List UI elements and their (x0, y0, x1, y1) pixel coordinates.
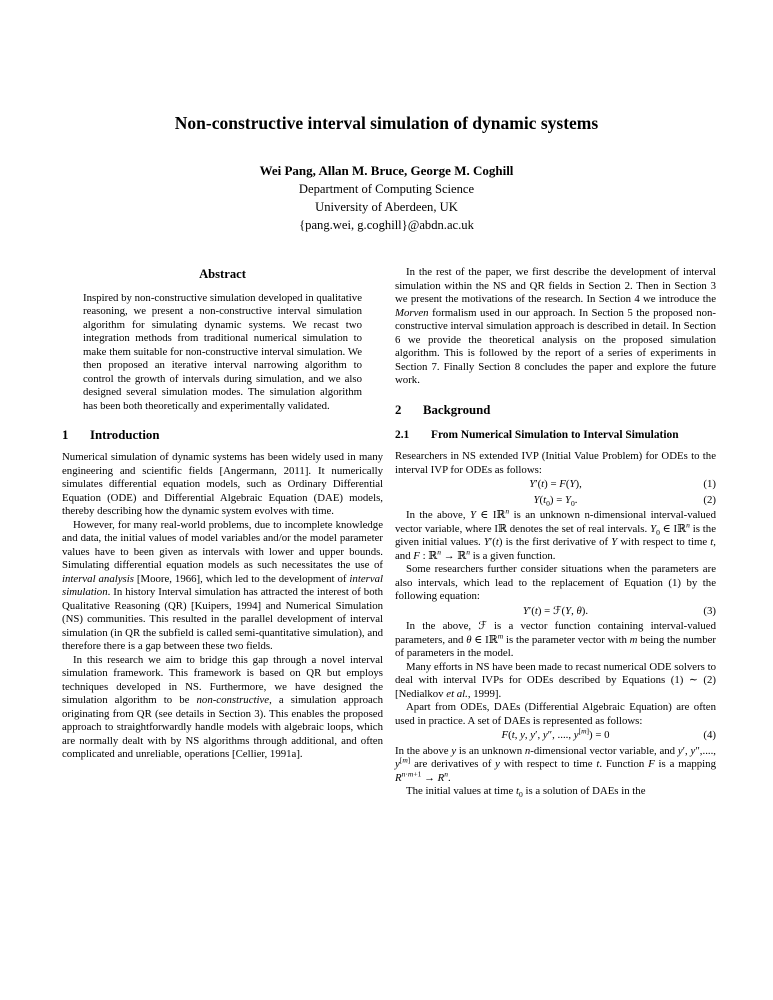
section-number: 1 (62, 428, 69, 442)
section-heading-background (395, 403, 716, 418)
equation-3 (395, 605, 716, 619)
equation-number: (1) (703, 478, 716, 491)
section-number: 2 (395, 402, 402, 417)
background-paragraph-4: In the above, ℱ is a vector function containing interval-valued parameters, and θ ∈ Iℝ$^m$ is the parameter vector with m being the number of parameters in the model. (395, 620, 716, 660)
roadmap-paragraph: In the rest of the paper, we first describe the development of interval simulation within the NS and QR fields in Section 2. Then in Section 3 we present the motivations of the research. In Section 4 we introduce the Morven formalism used in our approach. In Section 5 the proposed non-constructive interval simulation approach is described in detail. In Section 6 we provide the theoretical analysis on the proposed simulation algorithm. This is followed by the report of a series of experiments in Section 7. Finally Section 8 concludes the paper and explore the future work. (395, 266, 716, 386)
right-column (395, 266, 716, 799)
background-paragraph-3: Some researchers further consider situations when the parameters are also intervals, which lead to the replacement of Equation (1) by the following equation: (395, 563, 716, 603)
background-paragraph-7: In the above y is an unknown n-dimensional vector variable, and y′, y″,...., y[m] are derivatives of y with respect to time t. Function F is a mapping $R^{n\cdot m+1} \to R^n$. (395, 744, 717, 784)
subsection-number: 2.1 (395, 428, 410, 441)
background-paragraph-1: Researchers in NS extended IVP (Initial Value Problem) for ODEs to the interval IVP for ODEs as follows: (395, 450, 716, 476)
background-paragraph-8: The initial values at time $t_0$ is a solution of DAEs in the (406, 785, 646, 800)
section-heading-introduction (62, 428, 383, 443)
equation-2 (395, 494, 716, 508)
equation-body: F(t, y, y′, y″, ...., y[m]) = 0 (501, 726, 610, 742)
equation-number: (3) (703, 604, 716, 617)
background-paragraph-2: In the above, Y ∈ Iℝ$^n$ is an unknown n-dimensional interval-valued vector variable, where Iℝ denotes the set of real intervals. $Y_0$ ∈ Iℝ$^n$ is the given initial values. Y′(t) is the first derivative of Y with respect to time t, and F : ℝ$^n$ → ℝ$^n$ is a given function. (395, 506, 717, 562)
background-paragraph-6: Apart from ODEs, DAEs (Differential Algebraic Equation) are often used in practice. A set of DAEs is represented as follows: (395, 701, 716, 727)
equation-body: $Y(t_0) = Y_0$. (533, 493, 578, 508)
equation-4 (395, 726, 716, 743)
affiliation-university: University of Aberdeen, UK (315, 200, 458, 214)
section-title: Background (423, 402, 491, 417)
subsection-title: From Numerical Simulation to Interval Simulation (431, 428, 679, 441)
abstract-heading: Abstract (199, 267, 246, 281)
affiliation-department: Department of Computing Science (298, 182, 475, 196)
background-paragraph-5: Many efforts in NS have been made to recast numerical ODE solvers to deal with interval IVPs for ODEs described by Equations (1) ∼ (2) [Nedialkov et al., 1999]. (395, 660, 716, 700)
intro-paragraph-3: In this research we aim to bridge this gap through a novel interval simulation framework. This framework is based on QR but employs techniques developed in NS. Furthermore, we have designed the simulation algorithm to be non-constructive, a simulation approach originating from QR (see details in Section 3). This enables the proposed approach to straightforwardly handle models with algebraic loops, which are normally dealt with by NS algorithms through additional, and often complicated and unreliable, operations [Cellier, 1991a]. (62, 653, 383, 760)
equation-body: Y′(t) = F(Y), (529, 478, 582, 491)
abstract-text: Inspired by non-constructive simulation developed in qualitative reasoning, we present a non-constructive interval simulation algorithm for simulating dynamic systems. We recast two integration methods from traditional numerical simulation to make them suitable for non-constructive interval simulation. We then proposed an iterative interval narrowing algorithm to control the growth of intervals during simulation, and we also designed several simulation modes. The simulation algorithm has been both theoretically and experimentally validated. (83, 291, 362, 412)
paper-authors: Wei Pang, Allan M. Bruce, George M. Coghill (259, 163, 514, 178)
equation-number: (2) (703, 493, 716, 506)
equation-body: Y′(t) = ℱ(Y, θ). (522, 604, 589, 617)
section-title: Introduction (90, 428, 160, 442)
author-email: {pang.wei, g.coghill}@abdn.ac.uk (299, 218, 474, 232)
equation-1 (395, 478, 716, 492)
equation-number: (4) (703, 729, 716, 742)
intro-paragraph-2: However, for many real-world problems, due to incomplete knowledge and data, the initial values of model variables and/or the model parameter values have to been given as intervals with lower and upper bounds. Simulating differential equation models as such necessitates the use of interval analysis [Moore, 1966], which led to the development of interval simulation. In history Interval simulation has attracted the interest of both Qualitative Reasoning (QR) [Kuipers, 1994] and Numerical Simulation (NS) communities. This resulted in the parallel development of interval simulation (in QR the subfield is called semi-quantitative simulation), and therefore there is a gap between these two fields. (62, 518, 384, 652)
left-column (62, 266, 383, 799)
subsection-heading-ns-to-interval (395, 429, 716, 443)
paper-title: Non-constructive interval simulation of dynamic systems (174, 113, 599, 133)
paper-body (62, 266, 716, 799)
intro-paragraph-1: Numerical simulation of dynamic systems has been widely used in many engineering and scientific fields [Angermann, 2011]. It numerically simulates differential equation models, such as Ordinary Differential Equation (ODE) and Differential Algebraic Equation (DAE) models, thereby describing how the dynamic system evolves with time. (62, 451, 383, 517)
paper-header (0, 112, 773, 234)
